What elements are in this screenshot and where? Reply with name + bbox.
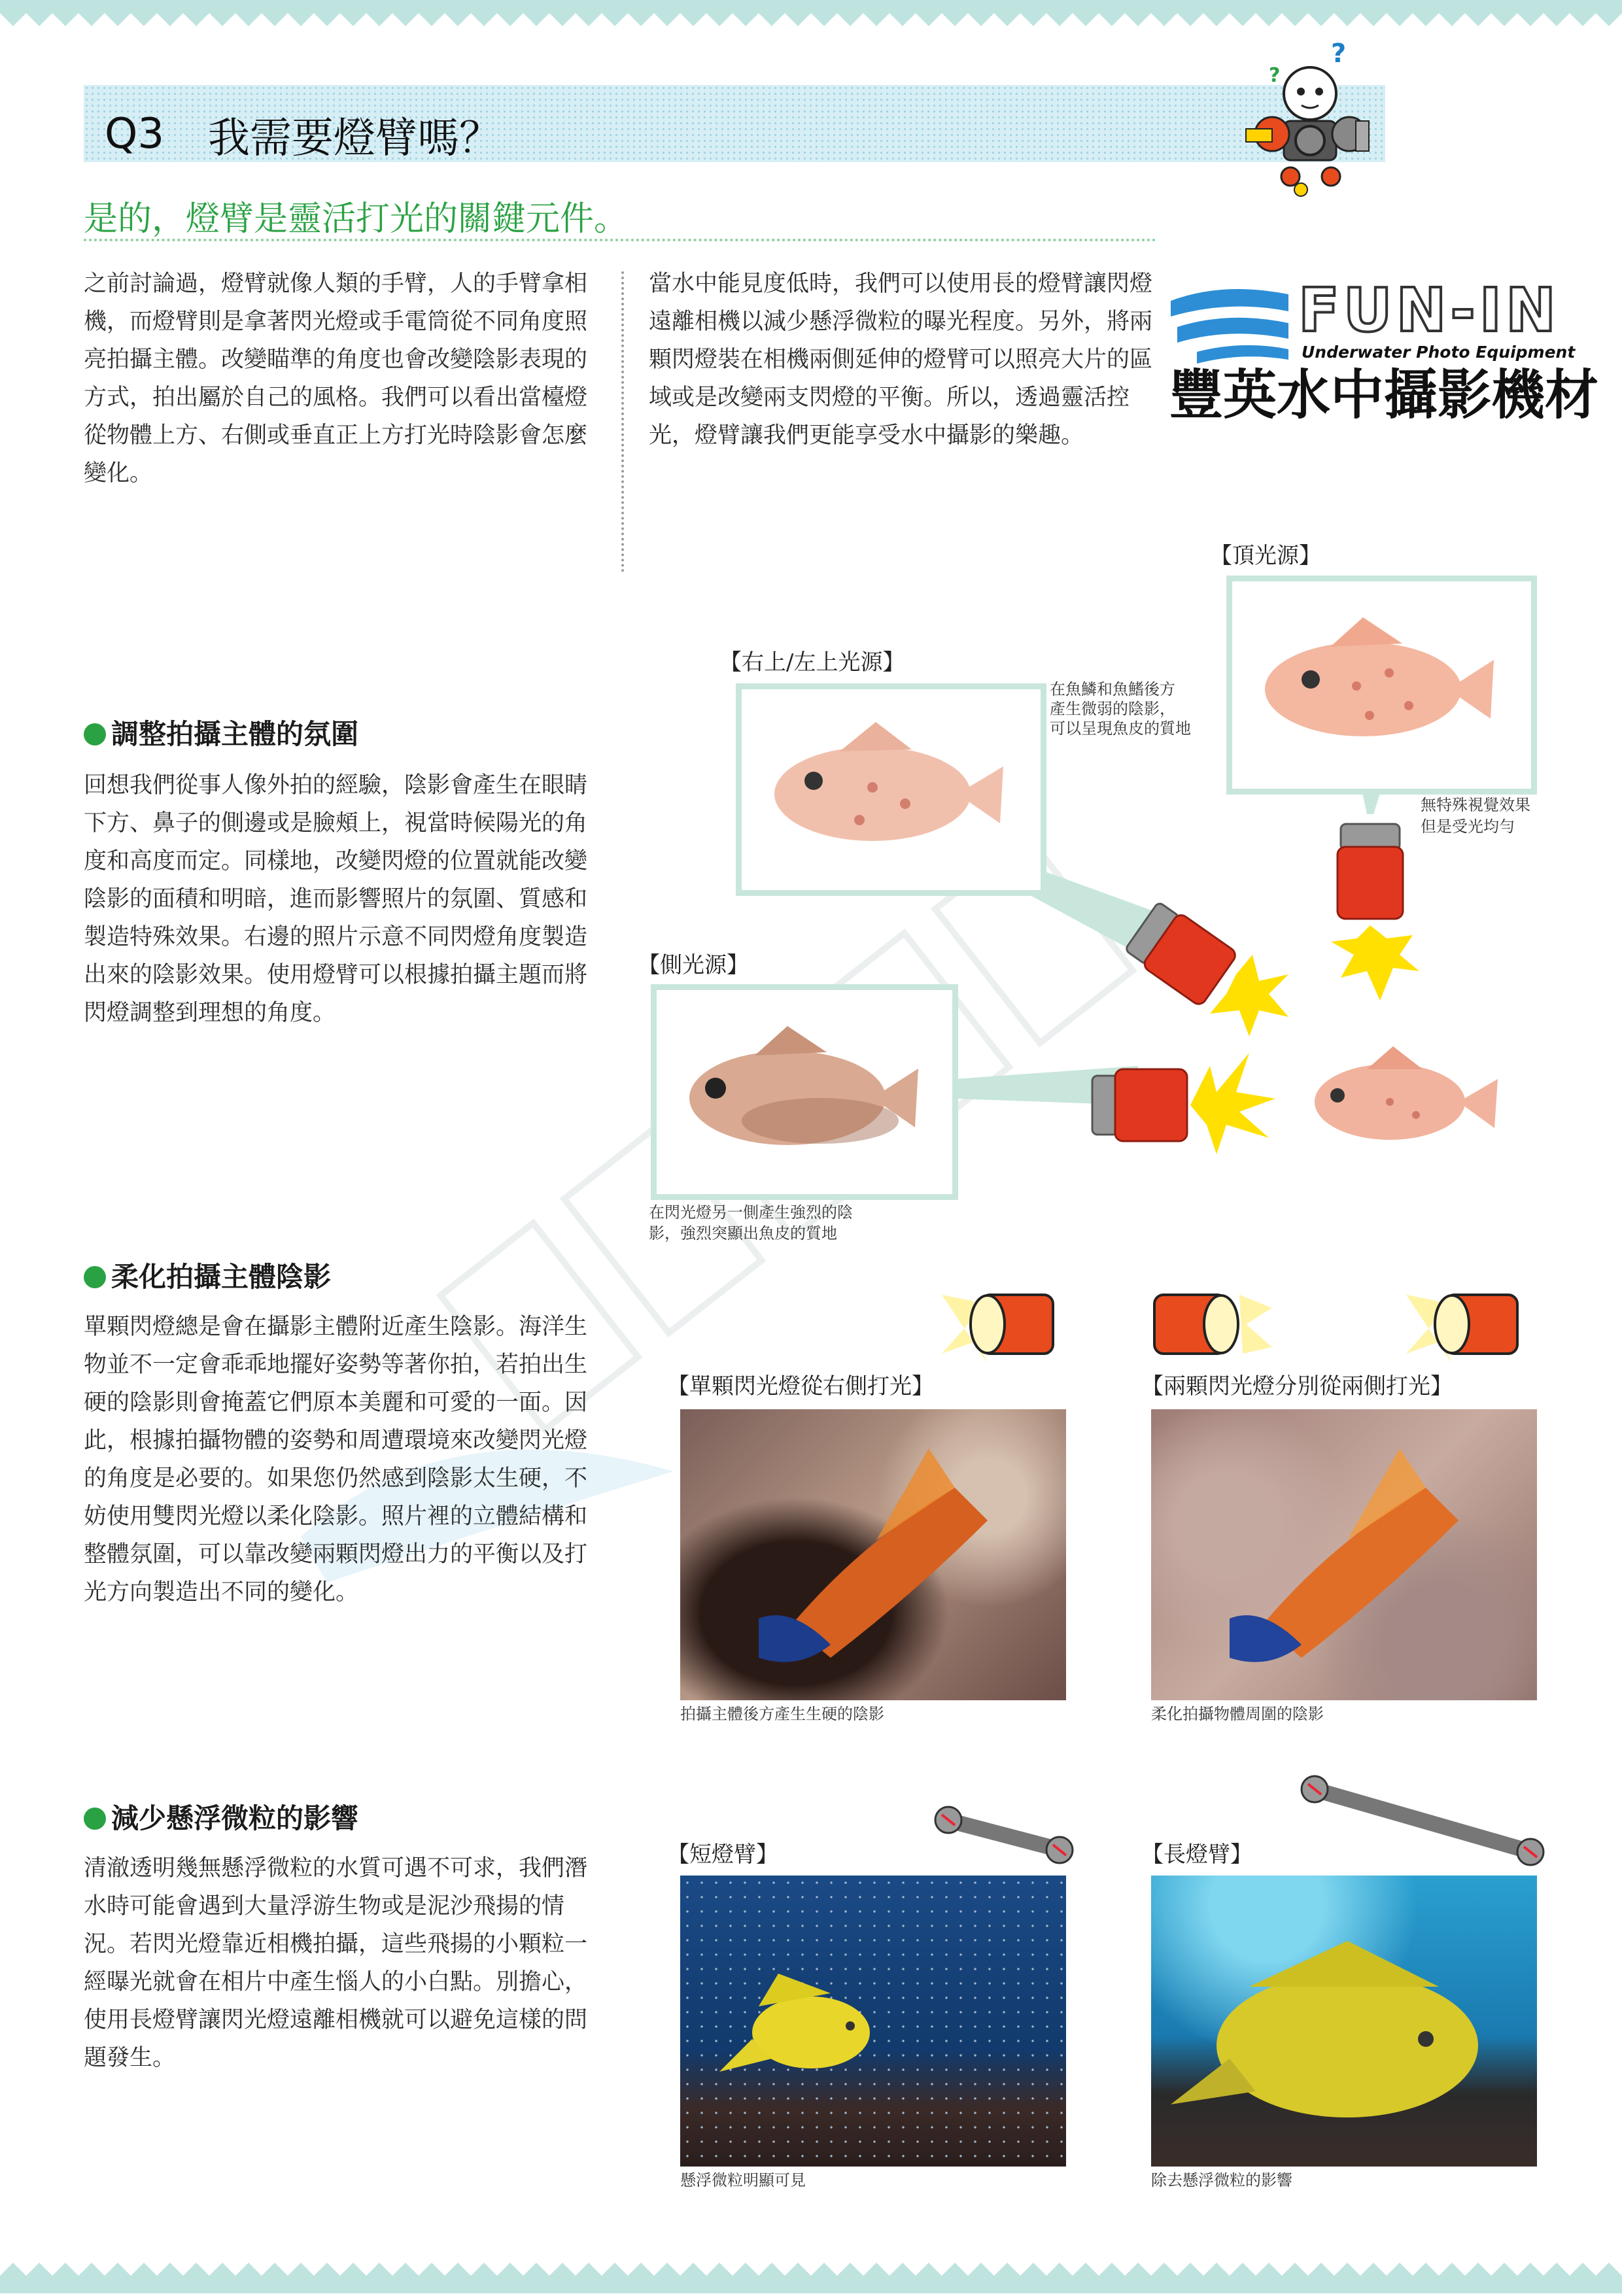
top-border	[0, 0, 1622, 39]
page-title: 我需要燈臂嗎？	[208, 114, 501, 163]
section-heading-text: 柔化拍攝主體陰影	[111, 1261, 332, 1293]
photo-double-strobe	[1151, 1409, 1537, 1700]
column-divider	[621, 271, 624, 572]
boxfish-photo-side	[657, 990, 952, 1194]
section-heading-mood	[84, 713, 358, 752]
caption-upper-light-2: 產生微弱的陰影，	[1050, 700, 1175, 718]
strobe-side-icon	[1086, 1046, 1282, 1157]
caption-single-strobe: 拍攝主體後方產生生硬的陰影	[680, 1705, 884, 1723]
label-upper-light: 【右上/左上光源】	[719, 649, 905, 676]
svg-text:?: ?	[1331, 43, 1347, 69]
subtitle-underline	[84, 239, 1156, 241]
answer-subtitle: 是的，燈臂是靈活打光的關鍵元件。	[84, 199, 629, 239]
yellow-fish-large	[1151, 1876, 1537, 2167]
logo-tagline: Underwater Photo Equipment	[1302, 343, 1576, 362]
label-double-strobe: 【兩顆閃光燈分別從兩側打光】	[1141, 1373, 1453, 1399]
label-single-strobe: 【單顆閃光燈從右側打光】	[667, 1373, 934, 1399]
intro-left-paragraph: 之前討論過，燈臂就像人類的手臂，人的手臂拿相機，而燈臂則是拿著閃光燈或手電筒從不同角度照亮拍攝主體。改變瞄準的角度也會改變陰影表現的方式，拍出屬於自己的風格。我們可以看出當檯燈從物體上方、右側或垂直正上方打光時陰影會怎麼變化。	[84, 271, 588, 487]
label-long-arm: 【長燈臂】	[1141, 1842, 1252, 1868]
label-side-light: 【側光源】	[638, 952, 749, 978]
section-particles-paragraph: 清澈透明幾無懸浮微粒的水質可遇不可求，我們潛水時可能會遇到大量浮游生物或是泥沙飛揚的情況。若閃光燈靠近相機拍攝，這些飛揚的小顆粒一經曝光就會在相片中產生惱人的小白點。別擔心，使用長燈臂讓閃光燈遠離相機就可以避免這樣的問題發生。	[84, 1855, 588, 2071]
svg-text:?: ?	[1269, 64, 1281, 87]
long-arm-icon	[1298, 1772, 1547, 1870]
photo-long-arm	[1151, 1876, 1537, 2167]
blenny-fish-single	[680, 1409, 1066, 1700]
strobe-top-icon	[1321, 817, 1439, 1007]
green-bullet-icon	[84, 1266, 106, 1288]
photo-single-strobe	[680, 1409, 1066, 1700]
caption-long-arm: 除去懸浮微粒的影響	[1151, 2171, 1292, 2189]
caption-upper-light-1: 在魚鱗和魚鰭後方	[1050, 680, 1175, 698]
boxfish-reference-icon	[1298, 1030, 1508, 1161]
blenny-fish-double	[1151, 1409, 1537, 1700]
section-heading-text: 減少懸浮微粒的影響	[111, 1802, 359, 1834]
section-heading-soften	[84, 1256, 331, 1295]
cartoon-diver-mascot	[1233, 43, 1383, 199]
caption-top-light-1: 無特殊視覺效果	[1421, 796, 1530, 814]
short-arm-icon	[932, 1802, 1076, 1867]
caption-top-light-2: 但是受光均勻	[1421, 817, 1515, 836]
logo-chinese-name: 豐英水中攝影機材	[1169, 364, 1599, 426]
caption-side-light-2: 影，強烈突顯出魚皮的質地	[649, 1224, 837, 1242]
green-bullet-icon	[84, 723, 106, 745]
bottom-border	[0, 2250, 1622, 2293]
question-number: Q3	[105, 110, 165, 158]
section-soften-paragraph: 單顆閃燈總是會在攝影主體附近產生陰影。海洋生物並不一定會乖乖地擺好姿勢等著你拍，若拍出生硬的陰影則會掩蓋它們原本美麗和可愛的一面。因此，根據拍攝物體的姿勢和周遭環境來改變閃光燈的角度是必要的。如果您仍然感到陰影太生硬，不妨使用雙閃光燈以柔化陰影。照片裡的立體結構和整體氛圍，可以靠改變兩顆閃燈出力的平衡以及打光方向製造出不同的變化。	[84, 1314, 588, 1605]
section-mood-paragraph: 回想我們從事人像外拍的經驗，陰影會產生在眼睛下方、鼻子的側邊或是臉頰上，視當時候陽光的角度和高度而定。同樣地，改變閃燈的位置就能改變陰影的面積和明暗，進而影響照片的氛圍、質感和製造特殊效果。右邊的照片示意不同閃燈角度製造出來的陰影效果。使用燈臂可以根據拍攝主題而將閃燈調整到理想的角度。	[84, 772, 588, 1026]
photo-frame-side-light	[651, 984, 958, 1200]
caption-upper-light-3: 可以呈現魚皮的質地	[1050, 719, 1191, 738]
photo-frame-top-light	[1226, 575, 1537, 795]
boxfish-photo-top	[1232, 581, 1531, 789]
intro-right-paragraph: 當水中能見度低時，我們可以使用長的燈臂讓閃燈遠離相機以減少懸浮微粒的曝光程度。另外，將兩顆閃燈裝在相機兩側延伸的燈臂可以照亮大片的區域或是改變兩支閃燈的平衡。所以，透過靈活控光，燈臂讓我們更能享受水中攝影的樂趣。	[649, 271, 1153, 449]
double-strobe-right-icon	[1406, 1282, 1537, 1367]
section-heading-particles	[84, 1797, 358, 1836]
green-bullet-icon	[84, 1808, 106, 1830]
label-top-light: 【頂光源】	[1210, 543, 1321, 569]
boxfish-photo-upper	[742, 689, 1041, 890]
double-strobe-left-icon	[1148, 1282, 1272, 1367]
caption-short-arm: 懸浮微粒明顯可見	[680, 2171, 806, 2189]
yellow-fish-small	[680, 1876, 1066, 2167]
logo-brand: FUN-IN	[1298, 275, 1560, 345]
label-short-arm: 【短燈臂】	[667, 1842, 778, 1868]
caption-double-strobe: 柔化拍攝物體周圍的陰影	[1151, 1705, 1324, 1723]
photo-short-arm	[680, 1876, 1066, 2167]
single-strobe-icon	[942, 1282, 1073, 1367]
strobe-diagonal-icon	[1112, 896, 1295, 1040]
section-heading-text: 調整拍攝主體的氛圍	[111, 718, 359, 750]
photo-frame-upper-light	[736, 683, 1046, 896]
caption-side-light-1: 在閃光燈另一側產生強烈的陰	[649, 1203, 853, 1222]
